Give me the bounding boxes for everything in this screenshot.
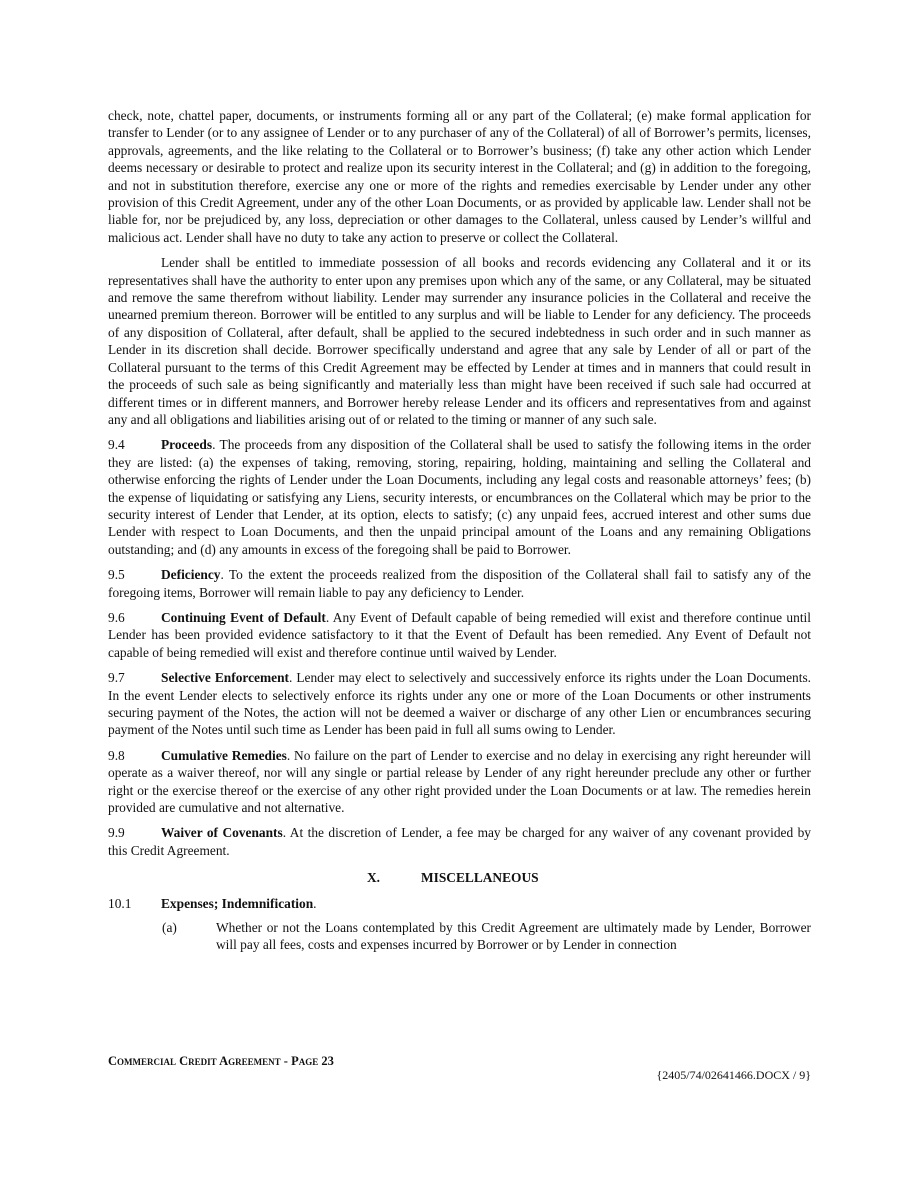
section-heading: Selective Enforcement	[161, 670, 289, 686]
section-heading: Deficiency	[161, 567, 221, 583]
section-number: 9.5	[108, 567, 125, 583]
section-9-6	[108, 609, 811, 661]
article-number: X.	[367, 870, 381, 886]
paragraph-possession: Lender shall be entitled to immediate possession of all books and records evidencing any Collateral and it or its representatives shall have the authority to enter upon any premises upon which any of the same, or any Collateral, may be situated and remove the same therefrom without liability. Lender may surrender any insurance policies in the Collateral and receive the unearned premium thereon. Borrower will be entitled to any surplus and will be liable to Lender for any deficiency. The proceeds of any disposition of Collateral, after default, shall be applied to the secured indebtedness in such order and in such manner as Lender in its discretion shall decide. Borrower specifically understand and agree that any sale by Lender of all or part of the Collateral pursuant to the terms of this Credit Agreement may be effected by Lender at times and in manners that could result in the proceeds of such sale as being significantly and materially less than might have been received if such sale had occurred at different times or in different manners, and Borrower hereby release Lender and its officers and representatives from and against any and all obligations and liabilities arising out of or related to the timing or manner of any such sale.	[108, 255, 811, 427]
section-text: . The proceeds from any disposition of the Collateral shall be used to satisfy the following items in the order they are listed: (a) the expenses of taking, removing, storing, repairing, holding, maintaining and selling the Collateral and otherwise enforcing the rights of Lender under the Loan Documents, including any legal costs and reasonable attorneys’ fees; (b) the expense of liquidating or satisfying any Liens, security interests, or encumbrances on the Collateral which may be prior to the security interest of Lender that Lender, at its option, elects to satisfy; (c) any unpaid fees, accrued interest and other sums due Lender with respect to Loan Documents, and then the unpaid principal amount of the Loans and any remaining Obligations outstanding; and (d) any amounts in excess of the foregoing shall be paid to Borrower.	[108, 437, 811, 557]
section-heading: Proceeds	[161, 437, 213, 453]
section-text: . Lender may elect to selectively and successively enforce its rights under the Loan Documents. In the event Lender elects to selectively enforce its rights under any one or more of the Loan Documents or other instruments securing payment of the Notes, the action will not be deemed a waiver or discharge of any other Lien or encumbrances securing payment of the Notes until such time as Lender has been paid in full all sums owing to Lender.	[108, 670, 811, 738]
section-number: 9.6	[108, 609, 125, 625]
article-heading	[108, 869, 811, 887]
section-text: . At the discretion of Lender, a fee may be charged for any waiver of any covenant provided by this Credit Agreement.	[108, 825, 811, 858]
footer-doc-id: {2405/74/02641466.DOCX / 9}	[656, 1068, 811, 1082]
section-9-5	[108, 566, 811, 601]
section-heading: Waiver of Covenants	[161, 825, 283, 841]
section-number: 9.9	[108, 825, 125, 841]
section-heading: Expenses; Indemnification	[161, 896, 314, 912]
document-body	[108, 107, 811, 953]
section-text: . No failure on the part of Lender to exercise and no delay in exercising any right hereunder will operate as a waiver thereof, nor will any single or partial release by Lender of any right hereunder preclude any other or further right or the exercise thereof or the exercise of any other right provided under the Loan Documents or at law. The remedies herein provided are cumulative and not alternative.	[108, 747, 811, 816]
section-number: 9.7	[108, 670, 125, 686]
section-10-1	[108, 895, 811, 912]
subsection-label: (a)	[162, 919, 177, 935]
section-9-9	[108, 824, 811, 859]
section-suffix: .	[313, 896, 317, 912]
subsection-a	[108, 919, 811, 954]
paragraph-continued: check, note, chattel paper, documents, or instruments forming all or any part of the Collateral; (e) make formal application for transfer to Lender (or to any assignee of Lender or to any purchaser of any of the Collateral) of all of Borrower’s permits, licenses, approvals, agreements, and the like relating to the Collateral or to Borrower’s business; (f) take any other action which Lender deems necessary or desirable to protect and realize upon its security interest in the Collateral; and (g) in addition to the foregoing, and not in substitution therefore, exercise any one or more of the rights and remedies exercisable by Lender under any other provision of this Credit Agreement, under any of the other Loan Documents, or as provided by applicable law. Lender shall not be liable for, nor be prejudiced by, any loss, depreciation or other damages to the Collateral, unless caused by Lender’s willful and malicious act. Lender shall have no duty to take any action to preserve or collect the Collateral.	[108, 108, 811, 245]
section-text: . To the extent the proceeds realized from the disposition of the Collateral shall fail to satisfy any of the foregoing items, Borrower will remain liable to pay any deficiency to Lender.	[108, 567, 811, 600]
section-9-4	[108, 436, 811, 558]
section-9-7	[108, 669, 811, 739]
section-9-8	[108, 747, 811, 817]
subsection-text: Whether or not the Loans contemplated by this Credit Agreement are ultimately made by Lender, Borrower will pay all fees, costs and expenses incurred by Borrower or by Lender in connection	[216, 919, 811, 953]
article-title: MISCELLANEOUS	[421, 870, 539, 886]
footer-title: Commercial Credit Agreement - Page 23	[108, 1054, 334, 1068]
section-number: 9.4	[108, 437, 125, 453]
section-number: 9.8	[108, 747, 125, 763]
section-heading: Cumulative Remedies	[161, 747, 287, 763]
section-heading: Continuing Event of Default	[161, 609, 326, 625]
section-text: . Any Event of Default capable of being remedied will exist and therefore continue until Lender has been provided evidence satisfactory to it that the Event of Default has been remedied. Any Event of Default not capable of being remedied will exist and therefore continue until waived by Lender.	[108, 609, 811, 660]
section-number: 10.1	[108, 896, 132, 912]
